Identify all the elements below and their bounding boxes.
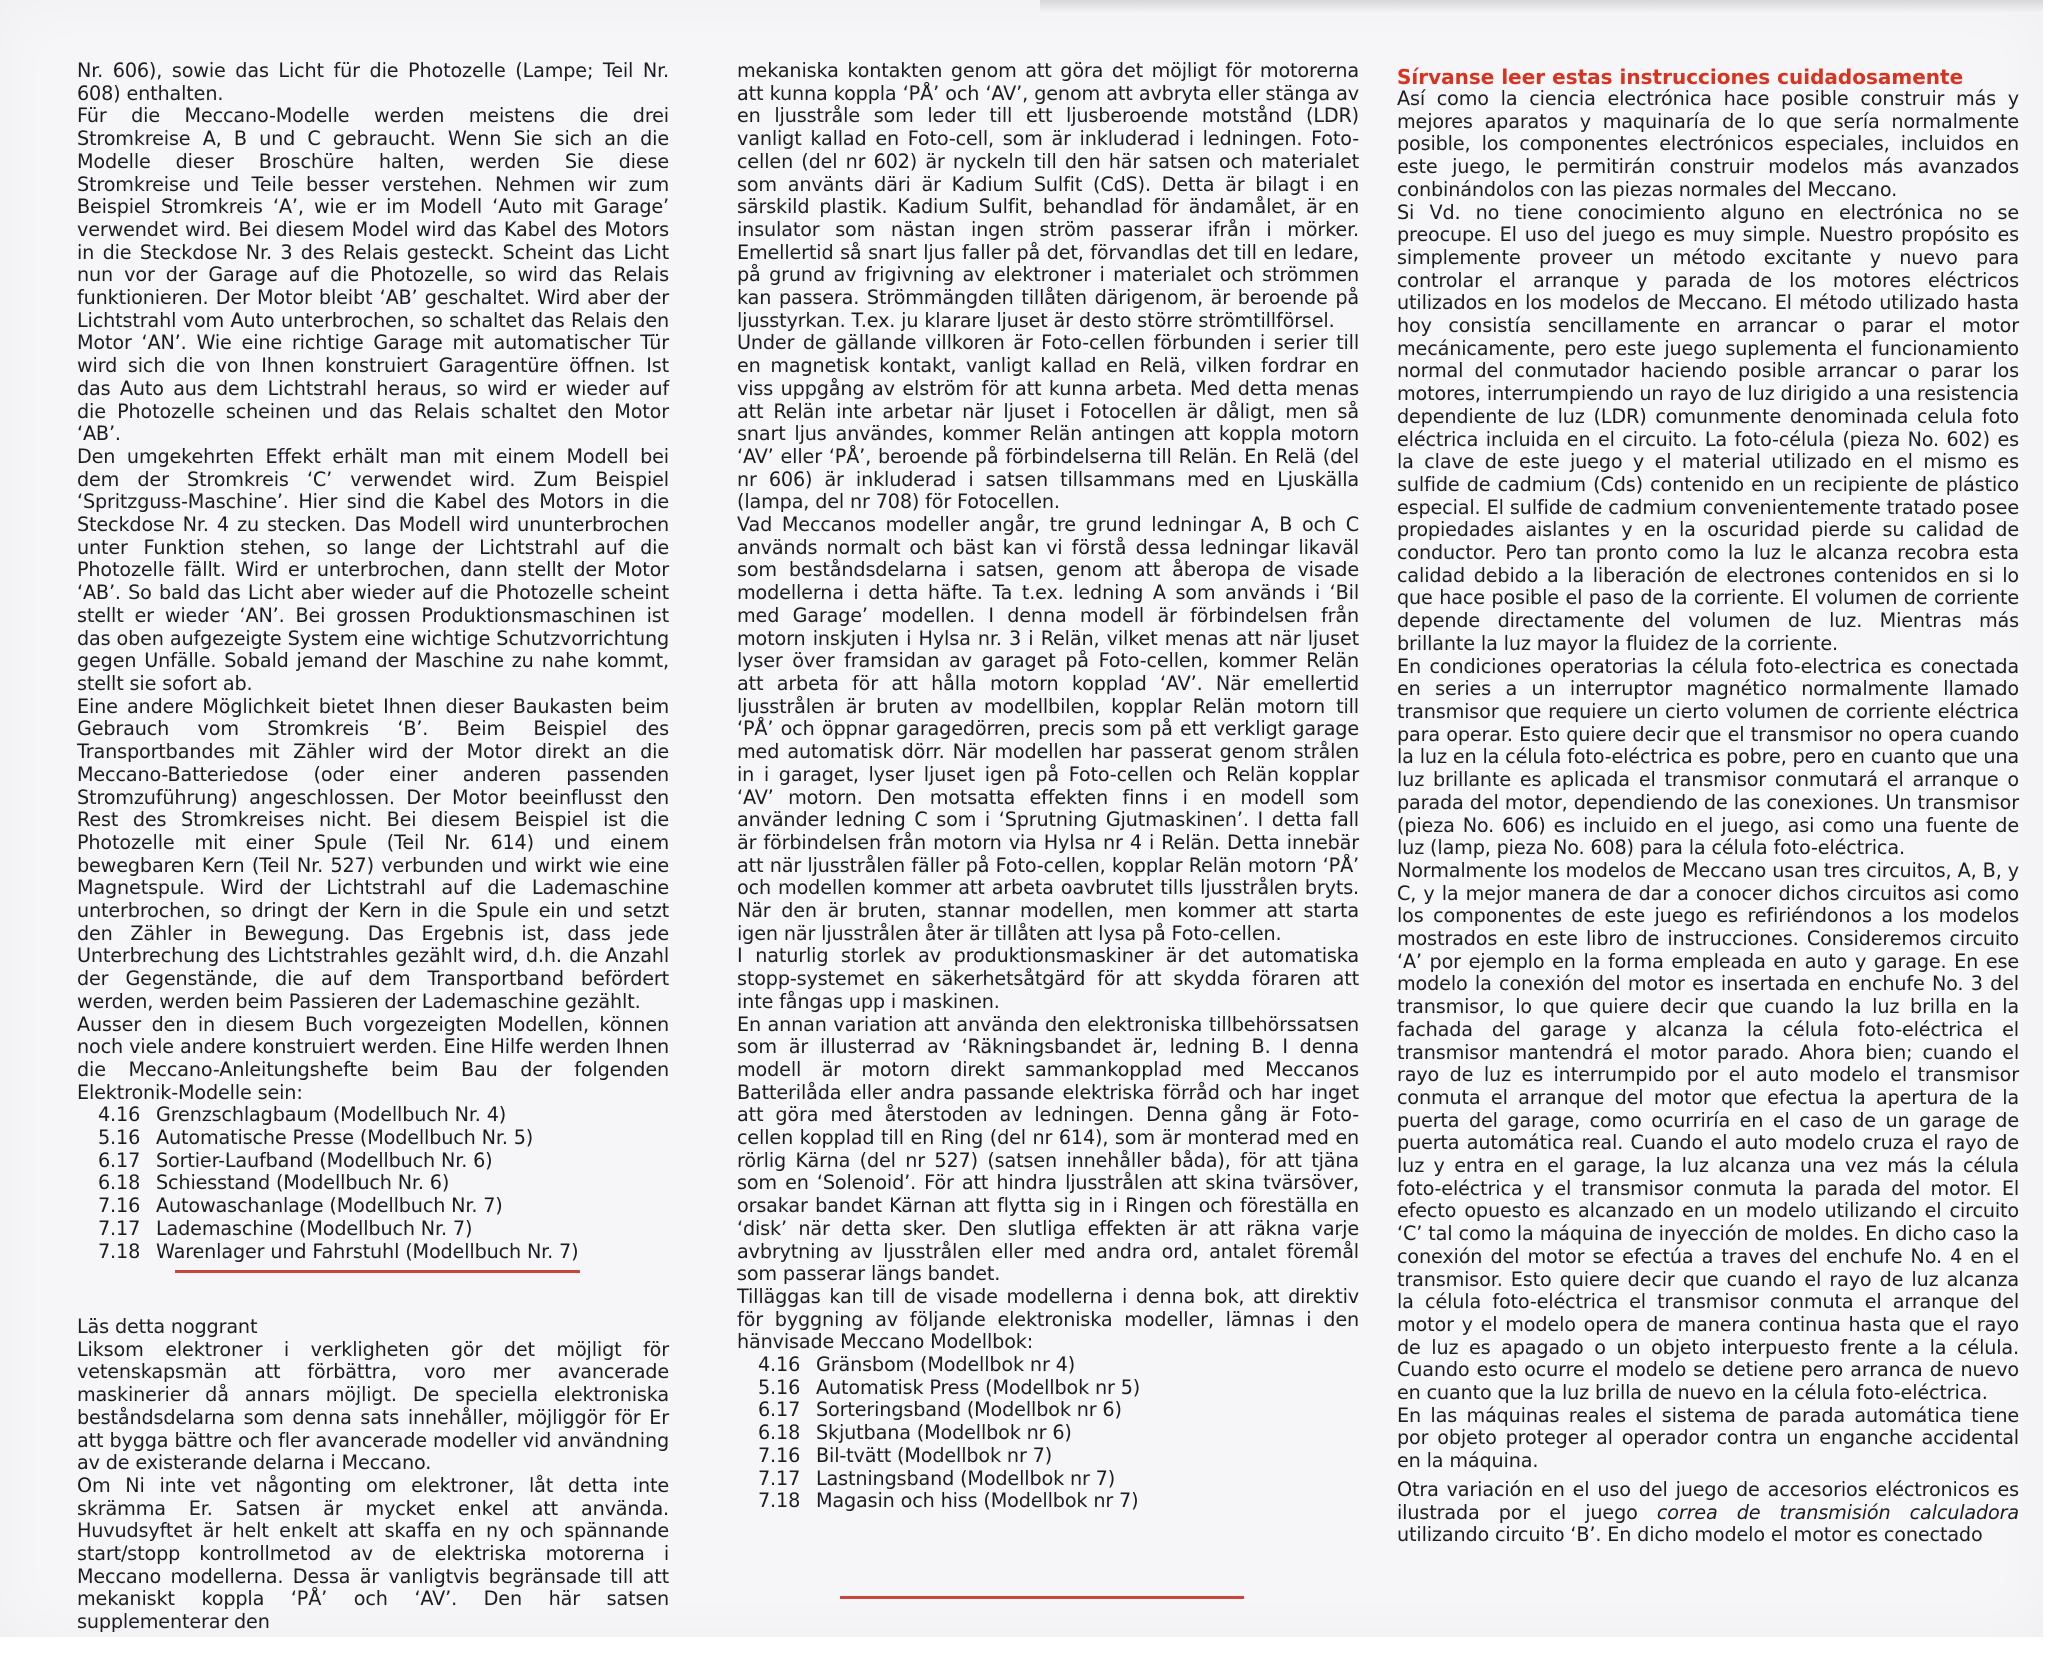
section-heading: Sírvanse leer estas instrucciones cuidadosamente	[1397, 65, 1964, 89]
model-number: 4.16	[98, 1103, 141, 1127]
model-name: Autowaschanlage (Modellbuch Nr. 7)	[156, 1194, 503, 1218]
paragraph: Nr. 606), sowie das Licht für die Photozelle (Lampe; Teil Nr. 608) enthalten.	[77, 59, 669, 105]
paragraph: Den umgekehrten Effekt erhält man mit einem Modell bei dem der Stromkreis ‘C’ verwendet wird. Zum Beispiel ‘Spritzguss-Maschine’. Hier sind die Kabel des Motors in die Steckdose Nr. 4 zu stecken. Das Modell wird ununterbrochen unter Funktion stehen, so lange der Lichtstrahl auf die Photozelle fällt. Wird er unterbrochen, dann stellt der Motor ‘AB’. So bald das Licht aber wieder auf die Photozelle scheint stellt er wieder ‘AN’. Bei grossen Produktionsmaschinen ist das oben aufgezeigte System eine wichtige Schutzvorrichtung gegen Unfälle. Sobald jemand der Maschine zu nahe kommt, stellt sie sofort ab.	[77, 444, 669, 695]
paragraph: Así como la ciencia electrónica hace posible construir más y mejores aparatos y maquinaría de lo que sería normalmente posible, los componentes electrónicos especiales, incluidos en este juego, le permitirán construir modelos más avanzados conbinándolos con las piezas normales del Meccano.	[1397, 87, 2019, 201]
model-name: Lastningsband (Modellbok nr 7)	[816, 1466, 1116, 1490]
model-number: 6.18	[98, 1171, 141, 1195]
paragraph: Ausser den in diesem Buch vorgezeigten Modellen, können noch viele andere konstruiert werden. Eine Hilfe werden Ihnen die Meccano-Anleitungshefte beim Bau der folgenden Elektronik-Modelle sein:	[77, 1012, 669, 1104]
model-number: 6.17	[98, 1148, 141, 1172]
model-name: Skjutbana (Modellbok nr 6)	[816, 1421, 1072, 1445]
model-name: Automatische Presse (Modellbuch Nr. 5)	[156, 1126, 534, 1150]
paragraph: Si Vd. no tiene conocimiento alguno en electrónica no se preocupe. El uso del juego es muy simple. Nuestro propósito es simplemente proveer un método excitante y nuevo para controlar el arranque y parada de los motores eléctricos utilizados en los modelos de Meccano. El método utilizado hasta hoy consistía sencillamente en arrancar o parar el motor mecánicamente, pero este juego suplementa el funcionamiento normal del conmutador haciendo posible arrancar o parar los motores, interrumpiendo un rayo de luz dirigido a una resistencia dependiente de luz (LDR) comunmente denominada celula foto eléctrica incluida en el circuito. La foto-célula (pieza No. 602) es la clave de este juego y el material utilizado en el mismo es sulfide de cadmium (Cds) contenido en un recipiente de plástico especial. El sulfide de cadmium convenientemente tratado posee propiedades aislantes y en la oscuridad pierde su calidad de conductor. Pero tan pronto como la luz le alcanza recobra esta calidad debido a la liberación de electrones contenidos en si lo que hace posible el paso de la corriente. El volumen de corriente depende directamente del volumen de luz. Mientras más brillante la luz mayor la fluidez de la corriente.	[1397, 200, 2019, 655]
list-item	[77, 1195, 669, 1218]
list-item	[737, 1422, 1359, 1445]
swedish-intro	[77, 1316, 669, 1634]
list-item	[737, 1377, 1359, 1400]
paragraph: Under de gällande villkoren är Foto-cellen förbunden i serier till en magnetisk kontakt, vanligt kallad en Relä, vilken fordrar en viss uppgång av elström för att kunna arbeta. Med detta menas att Relän inte arbetar när ljuset i Fotocellen är dåligt, men så snart ljus användes, kommer Relän antingen att koppla motorn ‘AV’ eller ‘PÅ’, beroende på förbindelserna till Relän. En Relä (del nr 606) är inkluderad i satsen tillsammans med en Ljuskälla (lampa, del nr 708) för Fotocellen.	[737, 331, 1359, 514]
spanish-column	[1397, 66, 2019, 1547]
list-item	[737, 1490, 1359, 1513]
section-divider	[840, 1596, 1244, 1599]
paragraph: Liksom elektroner i verkligheten gör det möjligt för vetenskapsmän att förbättra, voro mer avancerade maskinerier då annars möjligt. De speciella elektroniska beståndsdelarna som denna sats innehåller, möjliggör för Er att bygga bättre och fler avancerade modeller vid användning av de existerande delarna i Meccano.	[77, 1337, 669, 1475]
swedish-column	[737, 60, 1359, 1513]
model-number: 7.18	[758, 1489, 801, 1513]
model-number: 7.16	[98, 1194, 141, 1218]
model-number: 7.16	[758, 1443, 801, 1467]
paragraph: Eine andere Möglichkeit bietet Ihnen dieser Baukasten beim Gebrauch vom Stromkreis ‘B’. Beim Beispiel des Transportbandes mit Zähler wird der Motor direkt an die Meccano-Batteriedose (oder einer anderen passenden Stromzuführung) angeschlossen. Der Motor beeinflusst den Rest des Stromkreises nicht. Bei diesem Beispiel ist die Photozelle mit einer Spule (Teil Nr. 614) und einem bewegbaren Kern (Teil Nr. 527) verbunden und wirkt wie eine Magnetspule. Wird der Lichtstrahl auf die Lademaschine unterbrochen, so dringt der Kern in die Spule ein und setzt den Zähler in Bewegung. Das Ergebnis ist, dass jede Unterbrechung des Lichtstrahles gezählt wird, d.h. die Anzahl der Gegenstände, die auf dem Transportband befördert werden, werden beim Passieren der Lademaschine gezählt.	[77, 694, 669, 1013]
model-number: 7.17	[98, 1216, 141, 1240]
paragraph: Vad Meccanos modeller angår, tre grund ledningar A, B och C används normalt och bäst kan vi förstå dessa ledningar likaväl som beståndsdelarna i satsen, genom att åberopa de visade modellerna i detta häfte. Ta t.ex. ledning A som används i ‘Bil med Garage’ modellen. I denna modell är förbindelsen från motorn inskjuten i Hylsa nr. 3 i Relän, vilket menas att när ljuset lyser över framsidan av garaget på Foto-cellen, kommer Relän att arbeta för att hålla motorn kopplad ‘AV’. När emellertid ljusstrålen är bruten av modellbilen, kopplar Relän motorn till ‘PÅ’ och öppnar garagedörren, precis som på ett verkligt garage med automatisk dörr. När modellen har passerat genom strålen in i garaget, lyser ljuset igen på Foto-cellen och Relän kopplar ‘AV’ motorn. Den motsatta effekten finns i en modell som använder ledning C som i ‘Sprutning Gjutmaskinen’. I detta fall är förbindelsen från motorn via Hylsa nr 4 i Relän. Detta innebär att när ljusstrålen fäller på Foto-cellen, kopplar Relän motorn ‘PÅ’ och modellen kommer att arbeta oavbrutet tills ljusstrålen bryts. När den är bruten, stannar modellen, men kommer att starta igen när ljusstrålen åter är tillåten att lysa på Foto-cellen.	[737, 513, 1359, 945]
text-run: Otra variación en el uso del juego de accesorios eléctronicos es ilustrada por el juego	[1397, 1477, 2019, 1524]
text-run: utilizando circuito ‘B’. En dicho modelo el motor es conectado	[1397, 1523, 1983, 1547]
model-name: Sortier-Laufband (Modellbuch Nr. 6)	[156, 1148, 493, 1172]
list-item	[737, 1399, 1359, 1422]
model-list	[77, 1104, 669, 1263]
model-name: Sorteringsband (Modellbok nr 6)	[816, 1398, 1122, 1422]
paragraph: Normalmente los modelos de Meccano usan tres circuitos, A, B, y C, y la mejor manera de dar a conocer dichos circuitos asi como los componentes de este juego es refiriéndonos a los modelos mostrados en este libro de instrucciones. Consideremos circuito ‘A’ por ejemplo en la forma empleada en auto y garage. En ese modelo la conexión del motor es insertada en enchufe No. 3 del transmisor, lo que quiere decir que cuando la luz brilla en la fachada del garage y alcanza la célula foto-eléctrica el transmisor mantendrá el motor parado. Ahora bien; cuando el rayo de luz es interrumpido por el auto modelo el transmisor conmuta el arranque del motor que efectua la apertura de la puerta del garage, como ocurriría en el caso de un garage de puerta automática real. Cuando el auto modelo cruza el rayo de luz y entra en el garage, la luz alcanza una vez más la célula foto-eléctrica y el transmisor conmuta la parada del motor. El efecto opuesto es alcanzado en un modelo utilizando el circuito ‘C’ tal como la máquina de inyección de moldes. En dicho caso la conexión del motor se efectúa a traves del enchufe No. 4 en el transmisor. Esto quiere decir que cuando el rayo de luz alcanza la célula foto-eléctrica el transmisor conmuta el arranque del motor y el modelo opera de manera continua hasta que el rayo de luz es apagado o un objeto interpuesto frente a la célula. Cuando esto ocurre el modelo se detiene pero arranca de nuevo en cuanto que la luz brilla de nuevo en la célula foto-eléctrica.	[1397, 858, 2019, 1405]
list-item	[77, 1172, 669, 1195]
page-fold-shadow	[1040, 0, 2043, 14]
model-number: 6.17	[758, 1398, 801, 1422]
list-item	[77, 1241, 669, 1264]
paragraph: mekaniska kontakten genom att göra det möjligt för motorerna att kunna koppla ‘PÅ’ och ‘AV’, genom att avbryta eller stänga av en ljusstråle som leder till ett ljusberoende motstånd (LDR) vanligt kallad en Foto-cell, som är inkluderad i ledningen. Foto-cellen (del nr 602) är nyckeln till den här satsen och materialet som använts däri är Kadium Sulfit (CdS). Detta är bilagt i en särskild plastik. Kadium Sulfit, behandlad för ändamålet, är en insulator som nästan ingen ström passerar ifrån i mörker. Emellertid så snart ljus faller på det, förvandlas det till en ledare, på grund av frigivning av elektroner i materialet och strömmen kan passera. Strömmängden tillåten därigenom, är beroende på ljusstyrkan. T.ex. ju klarare ljuset är desto större strömtillförsel.	[737, 59, 1359, 332]
list-item	[77, 1104, 669, 1127]
model-name: Warenlager und Fahrstuhl (Modellbuch Nr. 7)	[156, 1239, 579, 1263]
paragraph: Tilläggas kan till de visade modellerna i denna bok, att direktiv för byggning av följande elektroniska modeller, lämnas i den hänvisade Meccano Modellbok:	[737, 1284, 1359, 1354]
model-name: Schiesstand (Modellbuch Nr. 6)	[156, 1171, 450, 1195]
list-item	[737, 1354, 1359, 1377]
list-item	[737, 1445, 1359, 1468]
paragraph: Für die Meccano-Modelle werden meistens die drei Stromkreise A, B und C gebraucht. Wenn Sie sich an die Modelle dieser Broschüre halten, werden Sie diese Stromkreise und Teile besser verstehen. Nehmen wir zum Beispiel Stromkreis ‘A’, wie er im Modell ‘Auto mit Garage’ verwendet wird. Bei diesem Model wird das Kabel des Motors in die Steckdose Nr. 3 des Relais gesteckt. Scheint das Licht nun vor der Garage auf die Photozelle, so wird das Relais funktionieren. Der Motor bleibt ‘AB’ geschaltet. Wird aber der Lichtstrahl vom Auto unterbrochen, so schaltet das Relais den Motor ‘AN’. Wie eine richtige Garage mit automatischer Tür wird sich die von Ihnen konstruiert Garagentüre öffnen. Ist das Auto aus dem Lichtstrahl heraus, so wird er wieder auf die Photozelle scheinen und das Relais schaltet den Motor ‘AB’.	[77, 104, 669, 446]
paragraph: En las máquinas reales el sistema de parada automática tiene por objeto proteger al operador contra un enganche accidental en la máquina.	[1397, 1403, 2019, 1473]
model-number: 5.16	[98, 1126, 141, 1150]
model-list	[737, 1354, 1359, 1513]
list-item	[77, 1218, 669, 1241]
model-name: Lademaschine (Modellbuch Nr. 7)	[156, 1216, 473, 1240]
german-column	[77, 60, 669, 1263]
paragraph: En condiciones operatorias la célula foto-electrica es conectada en series a un interruptor magnético normalmente llamado transmisor que requiere un cierto volumen de corriente eléctrica para operar. Esto quiere decir que el transmisor no opera cuando la luz en la célula foto-eléctrica es pobre, pero en cuanto que una luz brillante es aplicada el transmisor conmutará el arranque o parada del motor, dependiendo de las conexiones. Un transmisor (pieza No. 606) es incluido en el juego, asi como una fuente de luz (lamp, pieza No. 608) para la célula foto-eléctrica.	[1397, 654, 2019, 860]
paragraph: Om Ni inte vet någonting om elektroner, låt detta inte skrämma Er. Satsen är mycket enkel att använda. Huvudsyftet är helt enkelt att skaffa en ny och spännande start/stopp kontrollmetod av de elektriska motorerna i Meccano modellerna. Dessa är vanligtvis begränsade till att mekaniskt koppla ‘PÅ’ och ‘AV’. Den här satsen supplementerar den	[77, 1473, 669, 1634]
paragraph: I naturlig storlek av produktionsmaskiner är det automatiska stopp-systemet en säkerhetsåtgärd för att skydda föraren att inte fångas upp i maskinen.	[737, 944, 1359, 1013]
model-name: Magasin och hiss (Modellbok nr 7)	[816, 1489, 1139, 1513]
model-name: Gränsbom (Modellbok nr 4)	[816, 1353, 1076, 1377]
model-name: Grenzschlagbaum (Modellbuch Nr. 4)	[156, 1103, 507, 1127]
model-number: 7.17	[758, 1466, 801, 1490]
list-item	[737, 1468, 1359, 1491]
model-number: 7.18	[98, 1239, 141, 1263]
paragraph	[1397, 1479, 2019, 1547]
model-number: 4.16	[758, 1353, 801, 1377]
paragraph: En annan variation att använda den elektroniska tillbehörssatsen som är illusterrad av ‘Räkningsbandet är, ledning B. I denna modell är motorn direkt sammankopplad med Meccanos Batterilåda eller andra passande elektriska förråd och har inget att göra med återstoden av ledningen. Denna gång är Foto-cellen kopplad till en Ring (del nr 614), som är monterad med en rörlig Kärna (del nr 527) (satsen innehåller båda), för att tjäna som en ‘Solenoid’. För att hindra ljusstrålen att skina tvärsöver, orsakar bandet Kärnan att flytta sig in i Ringen och föreställa en ‘disk’ när detta sker. Den slutliga effekten är att räkna varje avbrytning av ljusstrålen eller med andra ord, antalet föremål som passerar längs bandet.	[737, 1012, 1359, 1286]
model-number: 6.18	[758, 1421, 801, 1445]
list-item	[77, 1127, 669, 1150]
model-number: 5.16	[758, 1375, 801, 1399]
section-heading: Läs detta noggrant	[77, 1315, 258, 1338]
section-divider	[175, 1270, 580, 1273]
list-item	[77, 1150, 669, 1173]
model-name: Automatisk Press (Modellbok nr 5)	[816, 1375, 1141, 1399]
italic-term: correa de transmisión calculadora	[1656, 1500, 2019, 1524]
model-name: Bil-tvätt (Modellbok nr 7)	[816, 1443, 1053, 1467]
